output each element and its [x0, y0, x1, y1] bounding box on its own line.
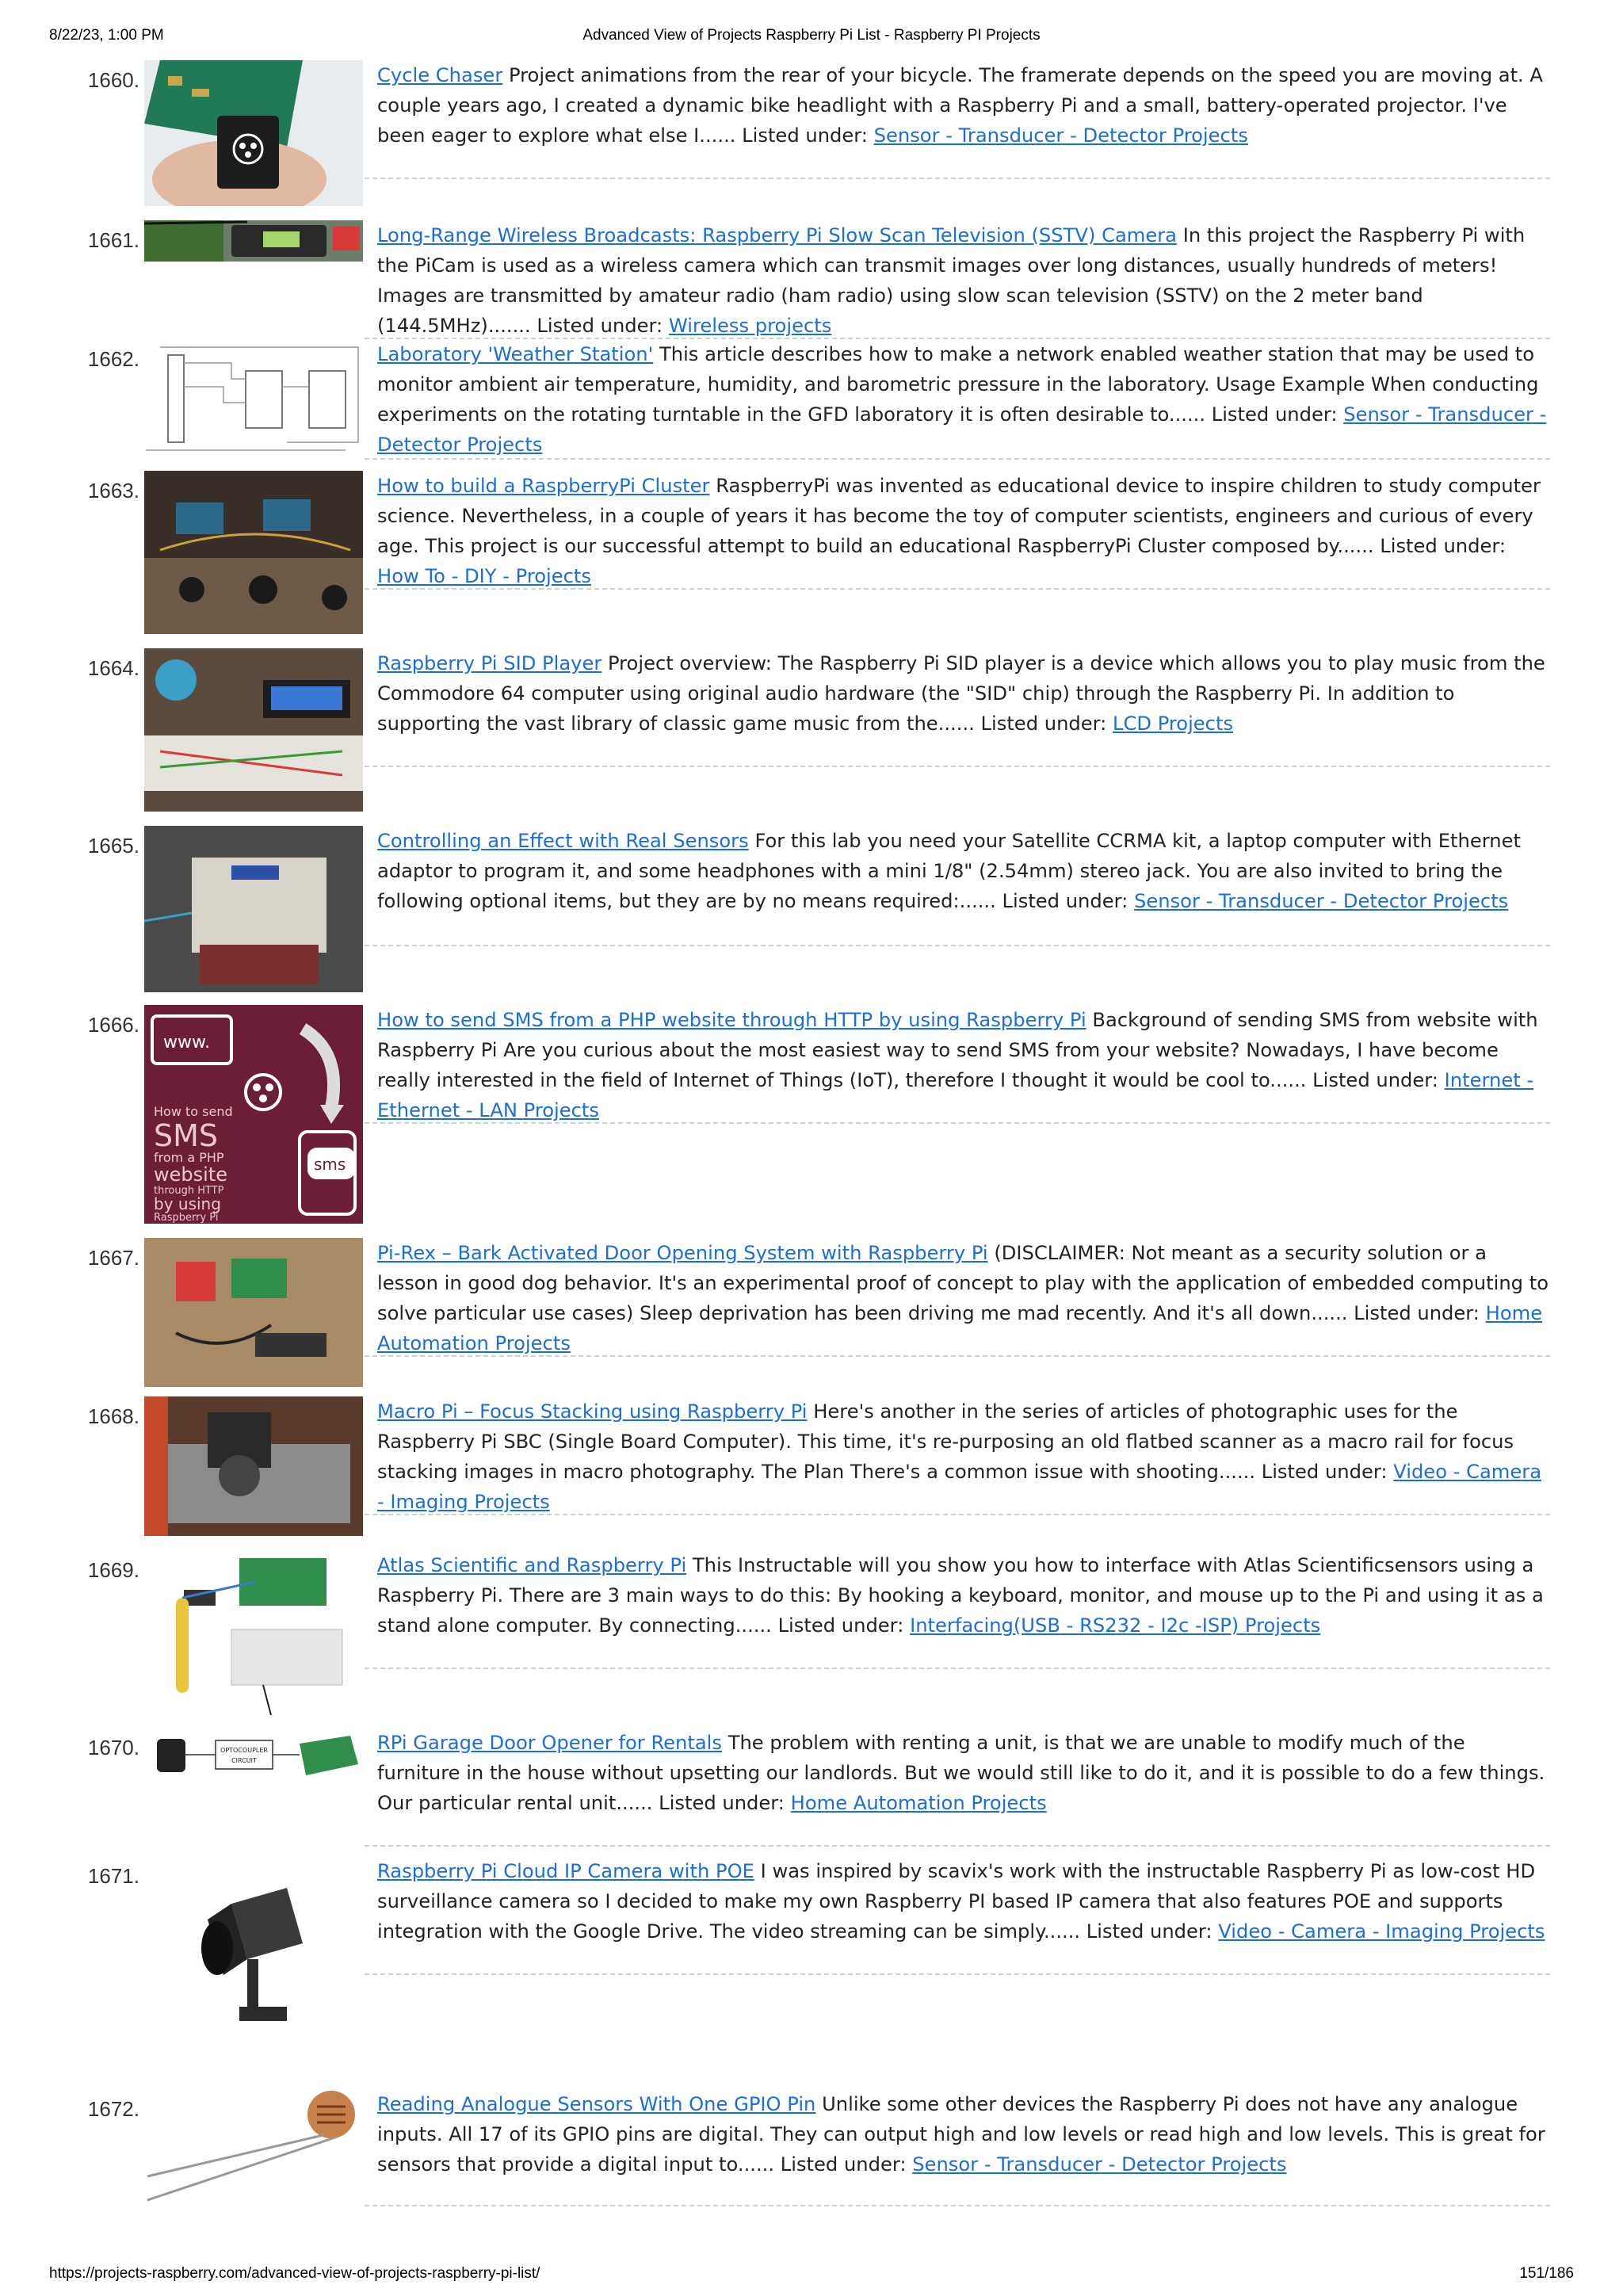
project-thumbnail-cluster-desk: [144, 471, 363, 634]
sms-poster-line1: How to send: [154, 1104, 233, 1119]
listed-under-label: Listed under:: [1211, 403, 1338, 426]
project-description: The problem with renting a unit, is that we are unable to modify much of the furniture in the house without upsetting our landlords. But we would still like to do it, and it is possible to do a few things. Our particular rental unit......: [377, 1732, 1545, 1814]
project-description: Project animations from the rear of your bicycle. The framerate depends on the speed you are moving at. A couple years ago, I created a dynamic bike headlight with a Raspberry Pi and a small, battery-operated projector. I've been eager to explore what else I......: [377, 64, 1543, 147]
optocoupler-box-line1: OPTOCOUPLER: [220, 1747, 268, 1754]
separator: [365, 178, 1550, 179]
item-text: [377, 220, 1550, 341]
listed-under-label: Listed under:: [1312, 1069, 1438, 1091]
category-link[interactable]: LCD Projects: [1113, 712, 1234, 735]
category-link[interactable]: Wireless projects: [668, 315, 832, 337]
category-link[interactable]: Sensor - Transducer - Detector Projects: [912, 2153, 1287, 2176]
project-title-link[interactable]: Macro Pi – Focus Stacking using Raspberry Pi: [377, 1400, 808, 1423]
item-text: [377, 60, 1550, 151]
separator: [365, 1122, 1550, 1124]
print-page-title: Advanced View of Projects Raspberry Pi List - Raspberry PI Projects: [582, 27, 1041, 44]
project-title-link[interactable]: Laboratory 'Weather Station': [377, 343, 654, 365]
print-footer: [0, 2262, 1623, 2294]
project-thumbnail-sstv-camera: [144, 220, 363, 262]
item-text: [377, 1550, 1550, 1641]
category-link[interactable]: Sensor - Transducer - Detector Projects: [1134, 890, 1509, 912]
project-description: Here's another in the series of articles of photographic uses for the Raspberry Pi SBC (Single Board Computer). This time, it's re-purposing an old flatbed scanner as a macro rail for focus stacking images in macro photography. The Plan There's a common issue with shooting......: [377, 1400, 1514, 1483]
project-description: This Instructable will you show you how to interface with Atlas Scientificsensors using a Raspberry Pi. There are 3 main ways to do this: By hooking a keyboard, monitor, and mouse up to the Pi and using it as a stand alone computer. By connecting......: [377, 1554, 1544, 1637]
print-header: [0, 24, 1623, 55]
separator: [365, 766, 1550, 767]
separator: [365, 2205, 1550, 2206]
project-description: Project overview: The Raspberry Pi SID player is a device which allows you to play music from the Commodore 64 computer using original audio hardware (the "SID" chip) through the Raspberry Pi. In addition to supporting the vast library of classic game music from the......: [377, 652, 1545, 735]
listed-under-label: Listed under:: [1380, 535, 1507, 557]
project-thumbnail-ldr-sensor: [144, 2089, 363, 2206]
separator: [365, 1845, 1550, 1847]
item-number: 1667.: [87, 1246, 139, 1270]
separator: [365, 945, 1550, 946]
item-number: 1672.: [87, 2097, 139, 2121]
item-text: [377, 648, 1550, 739]
item-number: 1660.: [87, 68, 139, 92]
category-link[interactable]: Video - Camera - Imaging Projects: [1218, 1920, 1545, 1943]
item-text: [377, 471, 1550, 591]
sms-bubble-text: sms: [314, 1155, 346, 1174]
item-text: [377, 826, 1550, 916]
project-title-link[interactable]: Atlas Scientific and Raspberry Pi: [377, 1554, 687, 1576]
separator: [365, 458, 1550, 460]
sms-poster-line6: by using: [154, 1194, 221, 1213]
category-link[interactable]: Home Automation Projects: [790, 1792, 1047, 1814]
separator: [365, 588, 1550, 590]
item-text: [377, 1396, 1550, 1517]
project-thumbnail-breadboard-box: [144, 826, 363, 992]
project-thumbnail-wood-board: [144, 1238, 363, 1387]
item-number: 1668.: [87, 1404, 139, 1428]
sms-poster-line2: SMS: [154, 1118, 219, 1153]
item-text: [377, 1238, 1550, 1358]
listed-under-label: Listed under:: [659, 1792, 785, 1814]
project-description: For this lab you need your Satellite CCRMA kit, a laptop computer with Ethernet adaptor to program it, and some headphones with a mini 1/8" (2.54mm) stereo jack. You are also invited to bring the following optional items, but they are by no means required:......: [377, 830, 1521, 912]
project-description: This article describes how to make a network enabled weather station that may be used to monitor ambient air temperature, humidity, and barometric pressure in the laboratory. Usage Example When conducting experiments on the rotating turntable in the GFD laboratory it is often desirable to......: [377, 343, 1539, 426]
project-title-link[interactable]: RPi Garage Door Opener for Rentals: [377, 1732, 722, 1754]
sms-poster-line4: website: [154, 1163, 227, 1186]
category-link[interactable]: Video - Camera - Imaging Projects: [377, 1461, 1542, 1513]
print-datetime: 8/22/23, 1:00 PM: [49, 27, 164, 44]
project-title-link[interactable]: Cycle Chaser: [377, 64, 503, 86]
sms-poster-line5: through HTTP: [154, 1185, 224, 1197]
print-url: https://projects-raspberry.com/advanced-view-of-projects-raspberry-pi-list/: [49, 2265, 540, 2282]
item-number: 1671.: [87, 1864, 139, 1888]
category-link[interactable]: Sensor - Transducer - Detector Projects: [377, 403, 1547, 456]
listed-under-label: Listed under:: [1354, 1302, 1480, 1324]
project-description: In this project the Raspberry Pi with the PiCam is used as a wireless camera which can transmit images over long distances, usually hundreds of meters! Images are transmitted by amateur radio (ham radio) using slow scan television (SSTV) on the 2 meter band (144.5MHz).......: [377, 224, 1526, 337]
separator: [365, 1514, 1550, 1515]
item-text: [377, 1856, 1550, 1946]
project-thumbnail-security-camera: [144, 1856, 363, 2075]
project-title-link[interactable]: How to build a RaspberryPi Cluster: [377, 475, 710, 497]
project-description: Background of sending SMS from website with Raspberry Pi Are you curious about the most easiest way to send SMS from your website? Nowadays, I have become really interested in the field of Internet of Things (IoT), therefore I thought it would be cool to......: [377, 1009, 1538, 1091]
project-thumbnail-wiring-diagram: [144, 339, 363, 458]
separator: [365, 1668, 1550, 1669]
category-link[interactable]: How To - DIY - Projects: [377, 565, 592, 587]
item-number: 1661.: [87, 228, 139, 252]
print-page-number: 151/186: [1519, 2265, 1574, 2282]
sms-poster-line3: from a PHP: [154, 1150, 224, 1165]
listed-under-label: Listed under:: [1002, 890, 1128, 912]
category-link[interactable]: Interfacing(USB - RS232 - I2c -ISP) Projects: [910, 1614, 1321, 1637]
listed-under-label: Listed under:: [777, 1614, 904, 1637]
project-title-link[interactable]: Controlling an Effect with Real Sensors: [377, 830, 749, 852]
category-link[interactable]: Home Automation Projects: [377, 1302, 1543, 1354]
project-title-link[interactable]: Raspberry Pi SID Player: [377, 652, 602, 674]
item-text: [377, 2089, 1550, 2179]
project-thumbnail-probe-breadboard: [144, 1550, 363, 1715]
listed-under-label: Listed under:: [742, 124, 868, 147]
project-description: (DISCLAIMER: Not meant as a security solution or a lesson in good dog behavior. It's an experimental proof of concept to play with the application of embedded computing to solve particular use cases) Sleep deprivation has been driving me mad recently. And it's all down......: [377, 1242, 1549, 1324]
project-title-link[interactable]: Long-Range Wireless Broadcasts: Raspberry Pi Slow Scan Television (SSTV) Camera: [377, 224, 1177, 246]
separator: [365, 1973, 1550, 1975]
item-text: [377, 339, 1550, 460]
sms-poster-line7: Raspberry Pi: [154, 1212, 219, 1224]
optocoupler-box-line2: CIRCUIT: [231, 1757, 257, 1764]
item-number: 1662.: [87, 347, 139, 371]
project-title-link[interactable]: Raspberry Pi Cloud IP Camera with POE: [377, 1860, 754, 1882]
item-number: 1666.: [87, 1013, 139, 1037]
listed-under-label: Listed under:: [780, 2153, 907, 2176]
item-number: 1670.: [87, 1736, 139, 1759]
separator: [365, 1355, 1550, 1357]
listed-under-label: Listed under:: [1086, 1920, 1212, 1943]
listed-under-label: Listed under:: [980, 712, 1107, 735]
sms-poster-www-text: www.: [163, 1033, 210, 1052]
project-thumbnail-sms-poster: [144, 1005, 363, 1224]
project-thumbnail-lcd-breadboard: [144, 648, 363, 812]
project-thumbnail-green-board: [144, 60, 363, 206]
item-text: [377, 1728, 1550, 1818]
project-title-link[interactable]: Reading Analogue Sensors With One GPIO Pin: [377, 2093, 816, 2115]
project-thumbnail-scanner-rail: [144, 1396, 363, 1536]
item-number: 1665.: [87, 834, 139, 858]
project-description: I was inspired by scavix's work with the instructable Raspberry Pi as low-cost HD surveillance camera so I decided to make my own Raspberry PI based IP camera that also features POE and supports integration with the Google Drive. The video streaming can be simply......: [377, 1860, 1536, 1943]
item-number: 1664.: [87, 656, 139, 680]
category-link[interactable]: Internet - Ethernet - LAN Projects: [377, 1069, 1534, 1121]
project-title-link[interactable]: Pi-Rex – Bark Activated Door Opening System with Raspberry Pi: [377, 1242, 988, 1264]
project-description: Unlike some other devices the Raspberry Pi does not have any analogue inputs. All 17 of its GPIO pins are digital. They can output high and low levels or read high and low levels. This is great for sensors that provide a digital input to......: [377, 2093, 1545, 2176]
project-thumbnail-optocoupler-diagram: [144, 1728, 363, 1783]
listed-under-label: Listed under:: [1261, 1461, 1388, 1483]
project-description: RaspberryPi was invented as educational device to inspire children to study computer science. Nevertheless, in a couple of years it has become the toy of computer scientists, engineers and curious of every age. This project is our successful attempt to build an educational RaspberryPi Cluster composed by......: [377, 475, 1541, 557]
category-link[interactable]: Sensor - Transducer - Detector Projects: [873, 124, 1248, 147]
item-number: 1669.: [87, 1558, 139, 1582]
project-title-link[interactable]: How to send SMS from a PHP website through HTTP by using Raspberry Pi: [377, 1009, 1086, 1031]
item-number: 1663.: [87, 479, 139, 502]
item-text: [377, 1005, 1550, 1125]
listed-under-label: Listed under:: [537, 315, 663, 337]
